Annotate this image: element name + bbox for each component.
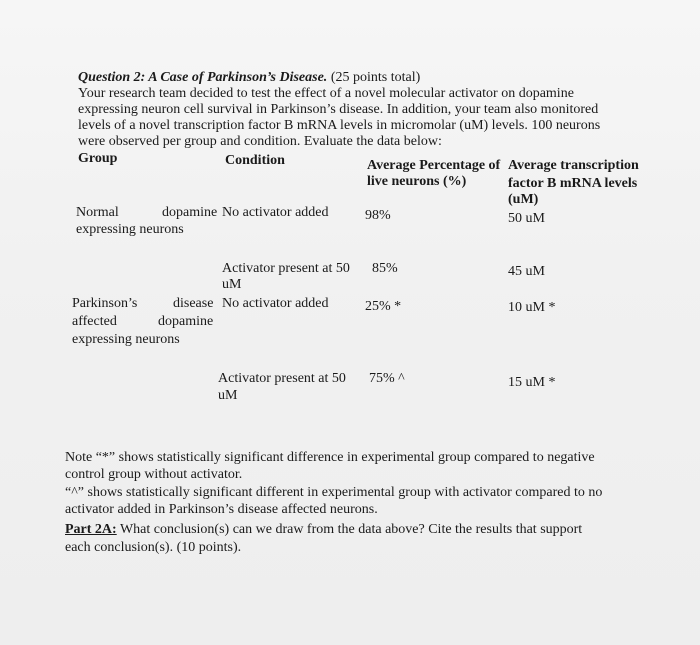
question-heading [78, 70, 420, 86]
group-pd-line5: expressing neurons [72, 332, 180, 347]
row3-condition: No activator added [222, 296, 329, 311]
row4-condition-line2: uM [218, 388, 238, 403]
row4-percent: 75% ^ [369, 371, 405, 386]
row1-mrna: 50 uM [508, 211, 545, 226]
header-unit: (uM) [508, 192, 539, 207]
row2-mrna: 45 uM [508, 264, 545, 279]
row4-condition-line1: Activator present at 50 [218, 371, 346, 386]
row1-condition: No activator added [222, 205, 329, 220]
part-2a-question [65, 522, 582, 538]
row2-condition-line2: uM [222, 277, 242, 292]
intro-line: were observed per group and condition. Evaluate the data below: [78, 134, 442, 149]
note-asterisk-line2: control group without activator. [65, 467, 243, 482]
intro-line: levels of a novel transcription factor B mRNA levels in micromolar (uM) levels. 100 neurons [78, 118, 601, 133]
group-normal-line2: dopamine [162, 205, 218, 220]
header-group: Group [78, 151, 118, 166]
header-avg-percentage: Average Percentage of [367, 158, 501, 173]
part-2a-text: What conclusion(s) can we draw from the data above? Cite the results that support [116, 522, 583, 537]
intro-line: Your research team decided to test the effect of a novel molecular activator on dopamine [78, 86, 574, 101]
row1-percent: 98% [365, 208, 391, 223]
group-pd-line3: affected [72, 314, 117, 329]
row2-condition-line1: Activator present at 50 [222, 261, 350, 276]
note-caret-line2: activator added in Parkinson’s disease affected neurons. [65, 502, 378, 517]
part-2a-label: Part 2A: [65, 522, 117, 537]
group-pd-line4: dopamine [158, 314, 214, 329]
group-normal-line3: expressing neurons [76, 222, 184, 237]
row3-percent: 25% * [365, 299, 402, 314]
header-avg-transcription: Average transcription [508, 158, 639, 173]
intro-line: expressing neuron cell survival in Parkinson’s disease. In addition, your team also monitored [78, 102, 599, 117]
header-factor-b: factor B mRNA levels [508, 176, 638, 191]
note-asterisk-line1: Note “*” shows statistically significant difference in experimental group compared to negative [65, 450, 595, 465]
row2-percent: 85% [372, 261, 398, 276]
header-condition: Condition [225, 153, 285, 168]
part-2a-question-line2: each conclusion(s). (10 points). [65, 540, 242, 555]
question-title: Question 2: A Case of Parkinson’s Disease. [78, 70, 328, 85]
row4-mrna: 15 uM * [508, 375, 556, 390]
header-live-neurons: live neurons (%) [367, 174, 467, 189]
question-points: (25 points total) [330, 70, 421, 85]
group-pd-line1: Parkinson’s [72, 296, 138, 311]
note-caret-line1: “^” shows statistically significant different in experimental group with activator compared to no [65, 485, 603, 500]
row3-mrna: 10 uM * [508, 300, 556, 315]
group-normal-line1: Normal [76, 205, 119, 220]
group-pd-line2: disease [173, 296, 214, 311]
